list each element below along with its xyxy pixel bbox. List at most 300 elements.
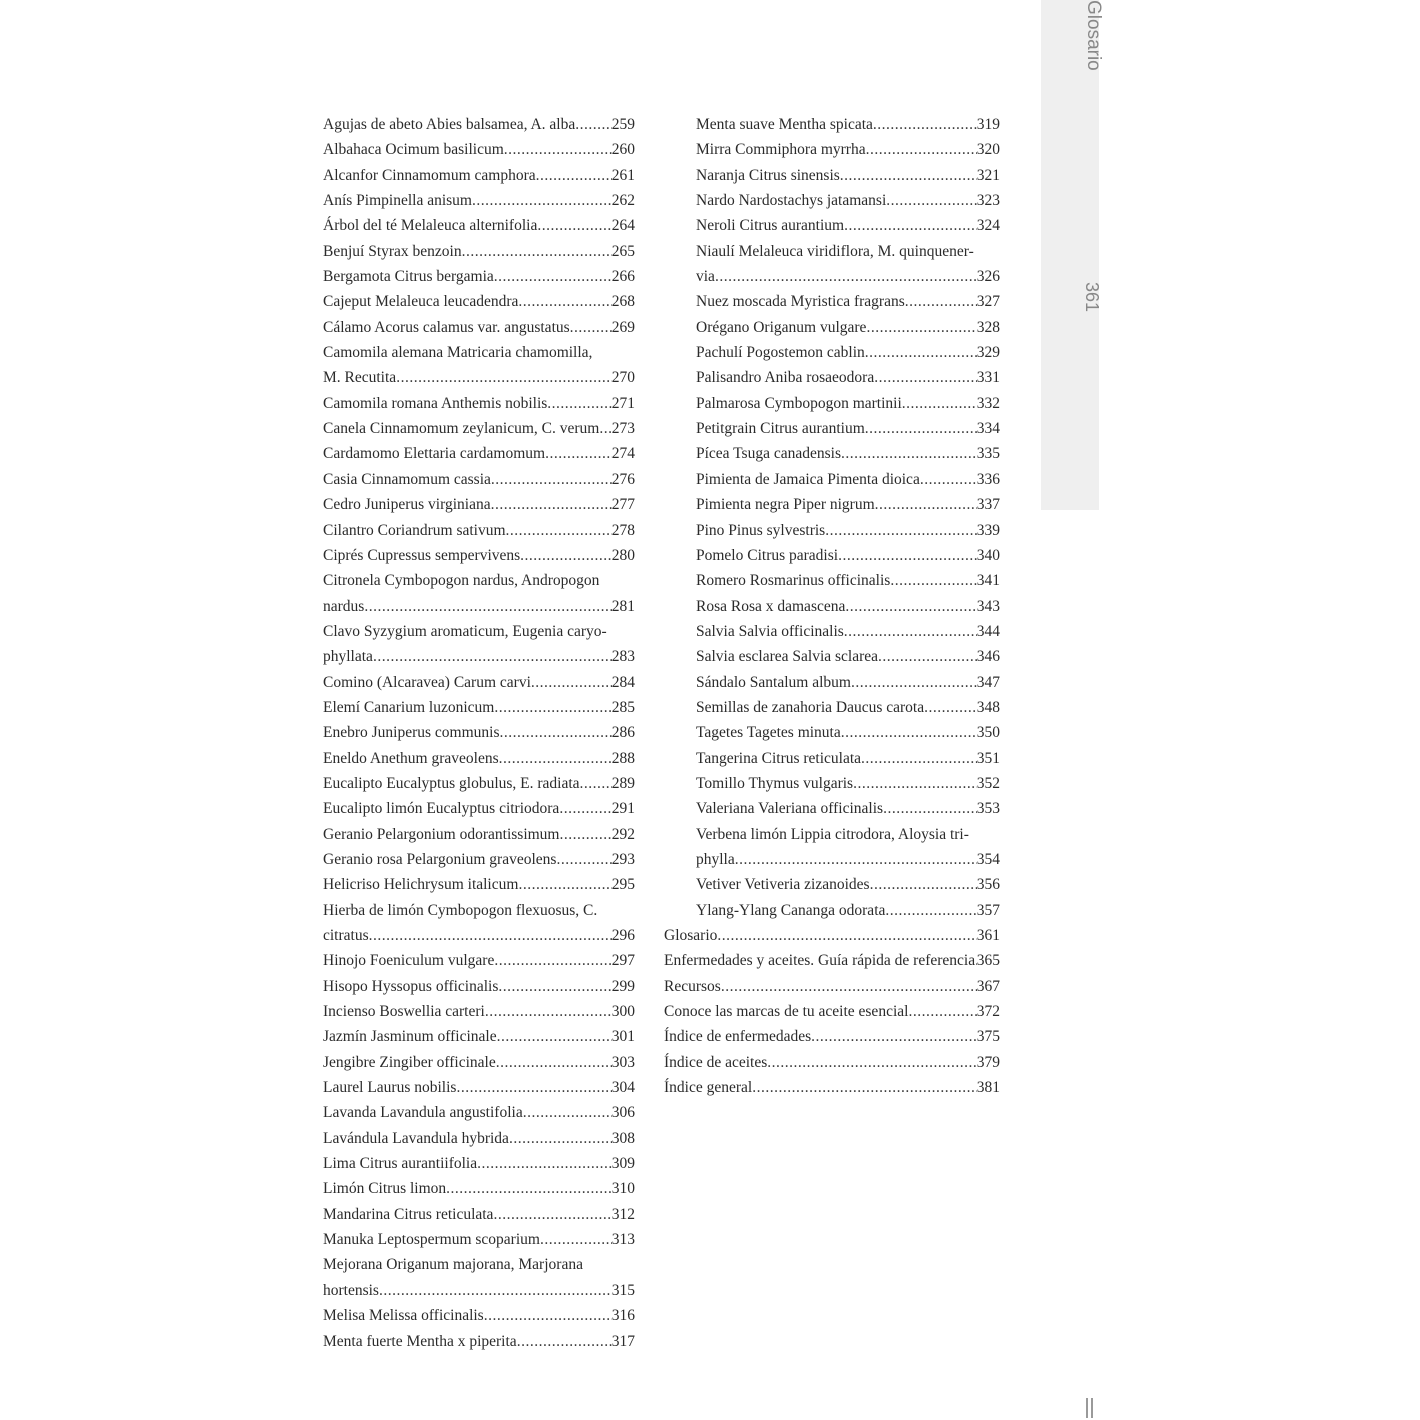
toc-entry-text: Niaulí Melaleuca viridiflora, M. quinquener- — [696, 242, 974, 260]
toc-entry — [323, 137, 635, 162]
dot-leader — [853, 771, 977, 796]
toc-entry — [323, 1176, 635, 1201]
toc-entry — [664, 822, 1000, 873]
dot-leader — [493, 1202, 611, 1227]
toc-entry-text: Albahaca Ocimum basilicum — [323, 141, 504, 159]
dot-leader — [446, 1176, 612, 1201]
toc-page-number: 259 — [611, 116, 635, 133]
toc-entry — [664, 948, 1000, 973]
toc-entry — [664, 467, 1000, 492]
toc-entry — [323, 1126, 635, 1151]
toc-entry-text: Naranja Citrus sinensis — [696, 166, 840, 184]
toc-page-number: 357 — [976, 901, 1000, 919]
toc-entry-text: Mirra Commiphora myrrha — [696, 141, 866, 159]
toc-entry — [664, 441, 1000, 466]
toc-left-column — [323, 112, 635, 1354]
toc-entry-text: Índice de aceites — [664, 1053, 768, 1071]
toc-entry-text: Glosario — [664, 927, 718, 944]
toc-entry-text: Semillas de zanahoria Daucus carota — [696, 698, 925, 716]
toc-entry-text: Enfermedades y aceites. Guía rápida de referencia — [664, 952, 976, 970]
dot-leader — [504, 137, 612, 162]
toc-page-number: 320 — [976, 141, 1000, 159]
dot-leader — [841, 441, 977, 466]
toc-page-number: 323 — [976, 192, 1000, 210]
toc-entry — [664, 416, 1000, 441]
toc-entry-text: Eneldo Anethum graveolens — [323, 749, 499, 767]
toc-entry-text: phylla — [696, 850, 735, 868]
dot-leader — [379, 1278, 612, 1303]
dot-leader — [599, 416, 611, 441]
toc-entry-text: Índice general — [664, 1079, 753, 1097]
toc-page-number: 266 — [611, 268, 635, 286]
toc-entry — [323, 467, 635, 492]
toc-page-number: 280 — [611, 546, 635, 564]
dot-leader — [717, 923, 976, 948]
dot-leader — [865, 340, 977, 365]
toc-entry-text: Palmarosa Cymbopogon martinii — [696, 394, 902, 412]
toc-page-number: 331 — [976, 369, 1000, 387]
dot-leader — [509, 1126, 612, 1151]
toc-entry — [664, 315, 1000, 340]
toc-page-number: 343 — [976, 597, 1000, 615]
toc-page-number: 327 — [976, 293, 1000, 311]
toc-entry — [664, 340, 1000, 365]
toc-page-number: 284 — [611, 673, 635, 691]
toc-page-number: 350 — [976, 724, 1000, 742]
dot-leader — [484, 1303, 612, 1328]
toc-entry-text: Laurel Laurus nobilis — [323, 1079, 457, 1097]
corner-crop-mark — [1084, 1398, 1098, 1418]
dot-leader — [506, 518, 612, 543]
toc-entry-text: Elemí Canarium luzonicum — [323, 698, 495, 716]
toc-entry-text: Casia Cinnamomum cassia — [323, 470, 491, 488]
dot-leader — [570, 315, 612, 340]
toc-entry-text: Pino Pinus sylvestris — [696, 521, 826, 539]
toc-entry-text: Menta fuerte Mentha x piperita — [323, 1332, 517, 1350]
toc-page-number: 300 — [611, 1003, 635, 1021]
toc-entry — [323, 1227, 635, 1252]
toc-entry — [323, 1202, 635, 1227]
dot-leader — [908, 999, 976, 1024]
toc-entry-text: Vetiver Vetiveria zizanoides — [696, 876, 870, 894]
toc-entry — [664, 213, 1000, 238]
dot-leader — [462, 239, 612, 264]
toc-entry — [323, 163, 635, 188]
toc-entry-text: Hinojo Foeniculum vulgare — [323, 952, 495, 970]
toc-page-number: 356 — [976, 876, 1000, 894]
toc-entry-text: Benjuí Styrax benzoin — [323, 242, 462, 260]
toc-page-number: 326 — [976, 268, 1000, 286]
toc-page-number: 296 — [611, 927, 635, 944]
toc-entry-text: Geranio Pelargonium odorantissimum — [323, 825, 560, 843]
dot-leader — [547, 391, 611, 416]
toc-page-number: 295 — [611, 876, 635, 894]
toc-entry-text: Hierba de limón Cymbopogon flexuosus, C. — [323, 901, 598, 919]
dot-leader — [890, 568, 976, 593]
toc-entry-text: Mejorana Origanum majorana, Marjorana — [323, 1256, 583, 1274]
toc-entry-text: Geranio rosa Pelargonium graveolens — [323, 850, 557, 868]
dot-leader — [496, 1050, 612, 1075]
toc-entry — [323, 340, 635, 391]
toc-entry-text: Neroli Citrus aurantium — [696, 217, 845, 235]
toc-entry — [323, 518, 635, 543]
toc-entry — [664, 974, 1000, 999]
toc-entry — [323, 898, 635, 949]
toc-page-number: 277 — [611, 496, 635, 514]
toc-entry — [323, 999, 635, 1024]
toc-page-number: 346 — [976, 648, 1000, 666]
toc-entry — [323, 1303, 635, 1328]
toc-entry-text: Nuez moscada Myristica fragrans — [696, 293, 905, 311]
toc-page-number: 276 — [611, 470, 635, 488]
toc-page-number: 271 — [611, 394, 635, 412]
toc-entry — [664, 695, 1000, 720]
toc-page-number: 372 — [976, 1003, 1000, 1021]
dot-leader — [767, 1050, 976, 1075]
dot-leader — [556, 847, 611, 872]
toc-entry-text: Salvia Salvia officinalis — [696, 622, 844, 640]
dot-leader — [499, 746, 612, 771]
toc-page-number: 315 — [611, 1281, 635, 1299]
toc-page-number: 341 — [976, 572, 1000, 590]
toc-page-number: 317 — [611, 1332, 635, 1350]
dot-leader — [840, 163, 977, 188]
toc-entry-text: Anís Pimpinella anisum — [323, 192, 472, 210]
toc-entry — [664, 518, 1000, 543]
toc-entry — [323, 568, 635, 619]
toc-page-number: 262 — [611, 192, 635, 210]
toc-entry — [664, 796, 1000, 821]
toc-page-number: 337 — [976, 496, 1000, 514]
dot-leader — [902, 391, 977, 416]
toc-page-number: 309 — [611, 1155, 635, 1173]
toc-page-number: 308 — [611, 1129, 635, 1147]
toc-entry-text: Recursos — [664, 977, 721, 995]
dot-leader — [491, 467, 612, 492]
toc-page-number: 265 — [611, 242, 635, 260]
toc-page-number: 303 — [611, 1053, 635, 1071]
dot-leader — [866, 315, 976, 340]
toc-entry-text: Mandarina Citrus reticulata — [323, 1205, 494, 1223]
dot-leader — [735, 847, 977, 872]
toc-page-number: 301 — [611, 1028, 635, 1046]
toc-entry-text: Tagetes Tagetes minuta — [696, 724, 841, 742]
toc-entry-text: Agujas de abeto Abies balsamea, A. alba — [323, 116, 576, 133]
toc-entry-text: Ciprés Cupressus sempervivens — [323, 546, 521, 564]
toc-page-number: 297 — [611, 952, 635, 970]
toc-entry — [664, 365, 1000, 390]
toc-entry-text: Canela Cinnamomum zeylanicum, C. verum — [323, 420, 600, 438]
toc-entry — [323, 315, 635, 340]
dot-leader — [883, 796, 977, 821]
toc-entry — [664, 239, 1000, 290]
toc-entry — [664, 898, 1000, 923]
toc-entry-text: Petitgrain Citrus aurantium — [696, 420, 865, 438]
toc-entry-text: citratus — [323, 927, 369, 944]
toc-page-number: 278 — [611, 521, 635, 539]
dot-leader — [498, 974, 611, 999]
toc-entry-text: Jazmín Jasminum officinale — [323, 1028, 497, 1046]
toc-entry-text: Nardo Nardostachys jatamansi — [696, 192, 887, 210]
dot-leader — [518, 289, 611, 314]
dot-leader — [715, 264, 977, 289]
dot-leader — [851, 670, 977, 695]
toc-page-number: 261 — [611, 166, 635, 184]
dot-leader — [870, 872, 977, 897]
dot-leader — [517, 1329, 612, 1354]
toc-page-number: 321 — [976, 166, 1000, 184]
toc-entry — [664, 543, 1000, 568]
dot-leader — [518, 872, 611, 897]
toc-entry-text: Incienso Boswellia carteri — [323, 1003, 485, 1021]
toc-entry — [323, 492, 635, 517]
toc-page-number: 329 — [976, 344, 1000, 362]
toc-page-number: 268 — [611, 293, 635, 311]
dot-leader — [477, 1151, 612, 1176]
toc-entry — [323, 112, 635, 137]
toc-page-number: 339 — [976, 521, 1000, 539]
dot-leader — [844, 619, 977, 644]
toc-page-number: 335 — [976, 445, 1000, 463]
toc-entry — [323, 822, 635, 847]
toc-page-number: 310 — [611, 1180, 635, 1198]
toc-page-number: 293 — [611, 850, 635, 868]
toc-entry — [664, 923, 1000, 948]
toc-entry-text: Helicriso Helichrysum italicum — [323, 876, 519, 894]
toc-page-number: 299 — [611, 977, 635, 995]
toc-right-column — [664, 112, 1000, 1100]
toc-entry — [664, 1075, 1000, 1100]
toc-entry — [664, 746, 1000, 771]
dot-leader — [861, 746, 977, 771]
dot-leader — [885, 898, 976, 923]
toc-page-number: 340 — [976, 546, 1000, 564]
toc-page-number: 269 — [611, 318, 635, 336]
toc-entry-text: phyllata — [323, 648, 373, 666]
dot-leader — [494, 695, 611, 720]
toc-entry-text: Lavándula Lavandula hybrida — [323, 1129, 509, 1147]
toc-entry — [323, 1252, 635, 1303]
toc-page-number: 288 — [611, 749, 635, 767]
toc-entry — [323, 1151, 635, 1176]
toc-entry — [664, 1050, 1000, 1075]
toc-entry — [664, 594, 1000, 619]
dot-leader — [531, 670, 612, 695]
dot-leader — [491, 492, 612, 517]
dot-leader — [523, 1100, 612, 1125]
dot-leader — [825, 518, 977, 543]
toc-entry-text: hortensis — [323, 1281, 379, 1299]
toc-entry — [664, 568, 1000, 593]
toc-entry-text: Lima Citrus aurantiifolia — [323, 1155, 478, 1173]
toc-entry — [323, 974, 635, 999]
toc-entry — [323, 441, 635, 466]
toc-entry-text: Pimienta negra Piper nigrum — [696, 496, 875, 514]
toc-page-number: 291 — [611, 800, 635, 818]
dot-leader — [540, 1227, 612, 1252]
toc-entry-text: Sándalo Santalum album — [696, 673, 851, 691]
toc-entry-text: Clavo Syzygium aromaticum, Eugenia caryo- — [323, 622, 607, 640]
toc-entry — [664, 872, 1000, 897]
dot-leader — [373, 644, 612, 669]
toc-entry-text: Melisa Melissa officinalis — [323, 1307, 484, 1325]
toc-entry — [664, 1024, 1000, 1049]
dot-leader — [875, 492, 977, 517]
dot-leader — [396, 365, 612, 390]
toc-page-number: 286 — [611, 724, 635, 742]
dot-leader — [472, 188, 612, 213]
toc-entry — [323, 188, 635, 213]
toc-entry — [664, 137, 1000, 162]
toc-entry-text: Cilantro Coriandrum sativum — [323, 521, 506, 539]
dot-leader — [545, 441, 612, 466]
toc-entry-text: Camomila romana Anthemis nobilis — [323, 394, 548, 412]
toc-entry — [323, 670, 635, 695]
dot-leader — [721, 974, 977, 999]
toc-entry — [323, 289, 635, 314]
toc-entry-text: Alcanfor Cinnamomum camphora — [323, 166, 536, 184]
toc-page-number: 352 — [976, 774, 1000, 792]
toc-entry — [323, 1050, 635, 1075]
toc-page-number: 316 — [611, 1307, 635, 1325]
toc-entry — [664, 289, 1000, 314]
toc-page-number: 270 — [611, 369, 635, 387]
toc-entry — [323, 1024, 635, 1049]
toc-entry-text: Limón Citrus limon — [323, 1180, 447, 1198]
toc-page-number: 348 — [976, 698, 1000, 716]
toc-entry — [664, 670, 1000, 695]
toc-entry-text: Pomelo Citrus paradisi — [696, 546, 839, 564]
toc-entry-text: Eucalipto Eucalyptus globulus, E. radiata — [323, 774, 580, 792]
toc-entry-text: Pícea Tsuga canadensis — [696, 445, 841, 463]
toc-entry-text: nardus — [323, 597, 365, 615]
toc-entry-text: Árbol del té Melaleuca alternifolia — [323, 217, 538, 235]
toc-entry — [664, 619, 1000, 644]
dot-leader — [364, 594, 611, 619]
dot-leader — [845, 594, 976, 619]
toc-entry — [323, 1075, 635, 1100]
toc-entry-text: Romero Rosmarinus officinalis — [696, 572, 891, 590]
toc-entry-text: Cardamomo Elettaria cardamomum — [323, 445, 546, 463]
toc-entry — [323, 264, 635, 289]
toc-page-number: 312 — [611, 1205, 635, 1223]
dot-leader — [924, 695, 977, 720]
dot-leader — [520, 543, 612, 568]
toc-entry-text: Camomila alemana Matricaria chamomilla, — [323, 344, 593, 362]
toc-page-number: 354 — [976, 850, 1000, 868]
toc-entry — [664, 771, 1000, 796]
dot-leader — [838, 543, 977, 568]
dot-leader — [844, 213, 977, 238]
dot-leader — [886, 188, 977, 213]
toc-entry-text: Jengibre Zingiber officinale — [323, 1053, 496, 1071]
toc-entry — [664, 644, 1000, 669]
toc-entry-text: Eucalipto limón Eucalyptus citriodora — [323, 800, 560, 818]
dot-leader — [874, 365, 977, 390]
toc-page-number: 324 — [976, 217, 1000, 235]
section-tab-label: Glosario — [1083, 0, 1104, 71]
dot-leader — [456, 1075, 611, 1100]
toc-entry — [323, 847, 635, 872]
toc-entry — [323, 796, 635, 821]
toc-entry-text: Pimienta de Jamaica Pimenta dioica — [696, 470, 920, 488]
toc-entry-text: Enebro Juniperus communis — [323, 724, 500, 742]
toc-entry — [664, 391, 1000, 416]
toc-entry-text: Hisopo Hyssopus officinalis — [323, 977, 499, 995]
toc-page-number: 381 — [976, 1079, 1000, 1097]
toc-entry — [664, 492, 1000, 517]
toc-page-number: 375 — [976, 1028, 1000, 1046]
toc-page-number: 273 — [611, 420, 635, 438]
toc-entry — [323, 619, 635, 670]
dot-leader — [559, 796, 611, 821]
dot-leader — [878, 644, 977, 669]
toc-page-number: 304 — [611, 1079, 635, 1097]
dot-leader — [369, 923, 612, 948]
toc-entry — [323, 543, 635, 568]
toc-entry — [664, 999, 1000, 1024]
toc-page-number: 328 — [976, 318, 1000, 336]
toc-entry-text: Comino (Alcaravea) Carum carvi — [323, 673, 531, 691]
toc-entry-text: Menta suave Mentha spicata — [696, 116, 873, 133]
toc-page-number: 319 — [976, 116, 1000, 133]
toc-page-number: 306 — [611, 1104, 635, 1122]
toc-page-number: 379 — [976, 1053, 1000, 1071]
toc-page-number: 274 — [611, 445, 635, 463]
toc-entry-text: Manuka Leptospermum scoparium — [323, 1231, 540, 1249]
toc-entry — [323, 239, 635, 264]
dot-leader — [752, 1075, 977, 1100]
dot-leader — [575, 112, 612, 137]
toc-page-number: 361 — [976, 927, 1000, 944]
toc-page-number: 367 — [976, 977, 1000, 995]
toc-entry — [323, 771, 635, 796]
dot-leader — [841, 720, 977, 745]
toc-entry-text: Salvia esclarea Salvia sclarea — [696, 648, 879, 666]
toc-entry-text: Cedro Juniperus virginiana — [323, 496, 491, 514]
toc-entry — [323, 391, 635, 416]
dot-leader — [494, 264, 612, 289]
toc-page-number: 281 — [611, 597, 635, 615]
dot-leader — [560, 822, 612, 847]
toc-page-number: 353 — [976, 800, 1000, 818]
toc-entry-text: Rosa Rosa x damascena — [696, 597, 846, 615]
toc-page-number: 344 — [976, 622, 1000, 640]
toc-entry — [323, 872, 635, 897]
dot-leader — [920, 467, 977, 492]
toc-page-number: 365 — [976, 952, 1000, 970]
dot-leader — [873, 112, 977, 137]
toc-page-number: 260 — [611, 141, 635, 159]
toc-entry — [323, 416, 635, 441]
dot-leader — [866, 137, 977, 162]
toc-entry-text: Valeriana Valeriana officinalis — [696, 800, 884, 818]
toc-entry — [664, 720, 1000, 745]
toc-entry — [664, 112, 1000, 137]
toc-page-number: 332 — [976, 394, 1000, 412]
toc-entry-text: Pachulí Pogostemon cablin — [696, 344, 865, 362]
toc-entry — [323, 1329, 635, 1354]
toc-entry-text: Citronela Cymbopogon nardus, Andropogon — [323, 572, 600, 590]
toc-page-number: 334 — [976, 420, 1000, 438]
toc-entry-text: Verbena limón Lippia citrodora, Aloysia tri- — [696, 825, 969, 843]
toc-page-number: 351 — [976, 749, 1000, 767]
toc-entry — [664, 188, 1000, 213]
toc-entry-text: Índice de enfermedades — [664, 1028, 812, 1046]
toc-entry-text: Palisandro Aniba rosaeodora — [696, 369, 875, 387]
dot-leader — [485, 999, 612, 1024]
dot-leader — [497, 1024, 612, 1049]
